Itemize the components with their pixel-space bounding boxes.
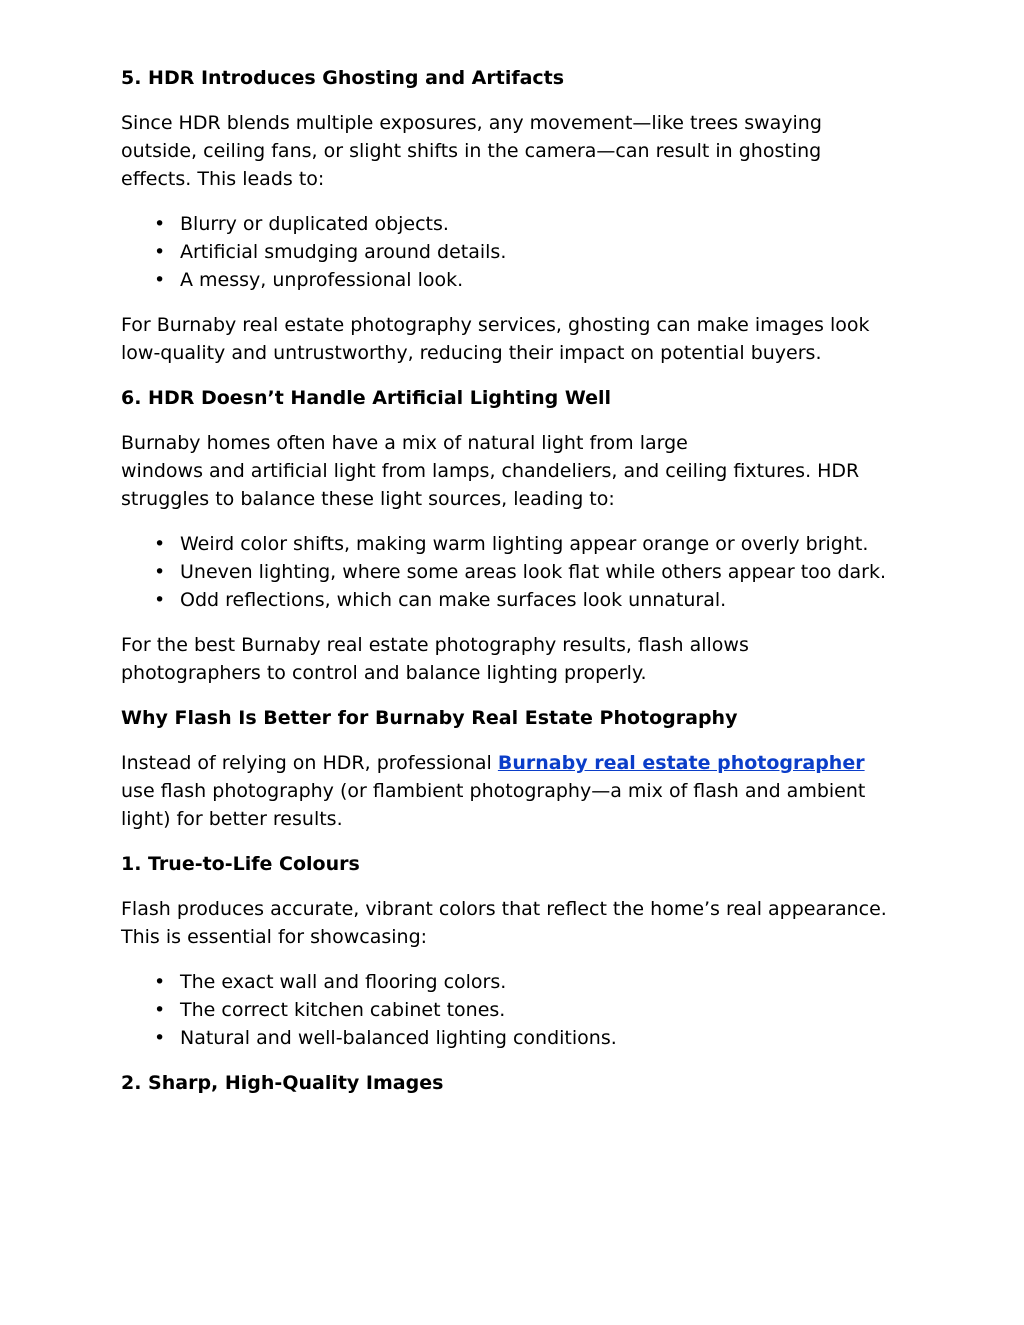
section-heading-why-flash: Why Flash Is Better for Burnaby Real Estate Photography [121,707,738,729]
bullet-list-ghosting [121,210,891,294]
list-item: • A messy, unprofessional look. [121,266,891,294]
bullet-list-true-colours [121,968,891,1052]
list-item: • Odd reflections, which can make surfaces look unnatural. [121,586,891,614]
bullet-icon: • [154,971,166,993]
paragraph-artificial-lighting-summary: For the best Burnaby real estate photography results, flash allows photographers to control and balance lighting properly. [121,634,749,684]
paragraph-artificial-lighting-intro: Burnaby homes often have a mix of natural light from large windows and artificial light from lamps, chandeliers, and ceiling fixtures. HDR struggles to balance these light sources, leading to: [121,432,860,510]
section-heading-artificial-lighting: 6. HDR Doesn’t Handle Artificial Lighting Well [121,387,612,409]
bullet-list-artificial-lighting [121,530,891,614]
burnaby-photographer-link[interactable]: Burnaby real estate photographer [497,752,865,774]
paragraph-ghosting-summary: For Burnaby real estate photography services, ghosting can make images look low-quality and untrustworthy, reducing their impact on potential buyers. [121,314,870,364]
bullet-icon: • [154,561,166,583]
list-item: • Weird color shifts, making warm lighting appear orange or overly bright. [121,530,891,558]
bullet-icon: • [154,999,166,1021]
section-heading-true-colours: 1. True-to-Life Colours [121,853,360,875]
paragraph-ghosting-intro: Since HDR blends multiple exposures, any movement—like trees swaying outside, ceiling fans, or slight shifts in the camera—can result in ghosting effects. This leads to: [121,112,822,190]
document-page [121,64,891,1114]
paragraph-true-colours: Flash produces accurate, vibrant colors that reflect the home’s real appearance. This is essential for showcasing: [121,898,887,948]
list-item: • Natural and well-balanced lighting conditions. [121,1024,891,1052]
bullet-icon: • [154,241,166,263]
bullet-icon: • [154,589,166,611]
bullet-icon: • [154,269,166,291]
list-item: • Artificial smudging around details. [121,238,891,266]
list-item: • The correct kitchen cabinet tones. [121,996,891,1024]
bullet-icon: • [154,213,166,235]
bullet-icon: • [154,533,166,555]
list-item: • Blurry or duplicated objects. [121,210,891,238]
section-heading-sharp-images: 2. Sharp, High-Quality Images [121,1072,444,1094]
bullet-icon: • [154,1027,166,1049]
list-item: • Uneven lighting, where some areas look flat while others appear too dark. [121,558,891,586]
list-item: • The exact wall and flooring colors. [121,968,891,996]
paragraph-why-flash: Instead of relying on HDR, professional Burnaby real estate photographer use flash photography (or flambient photography—a mix of flash and ambient light) for better results. [121,752,866,830]
section-heading-ghosting: 5. HDR Introduces Ghosting and Artifacts [121,67,565,89]
